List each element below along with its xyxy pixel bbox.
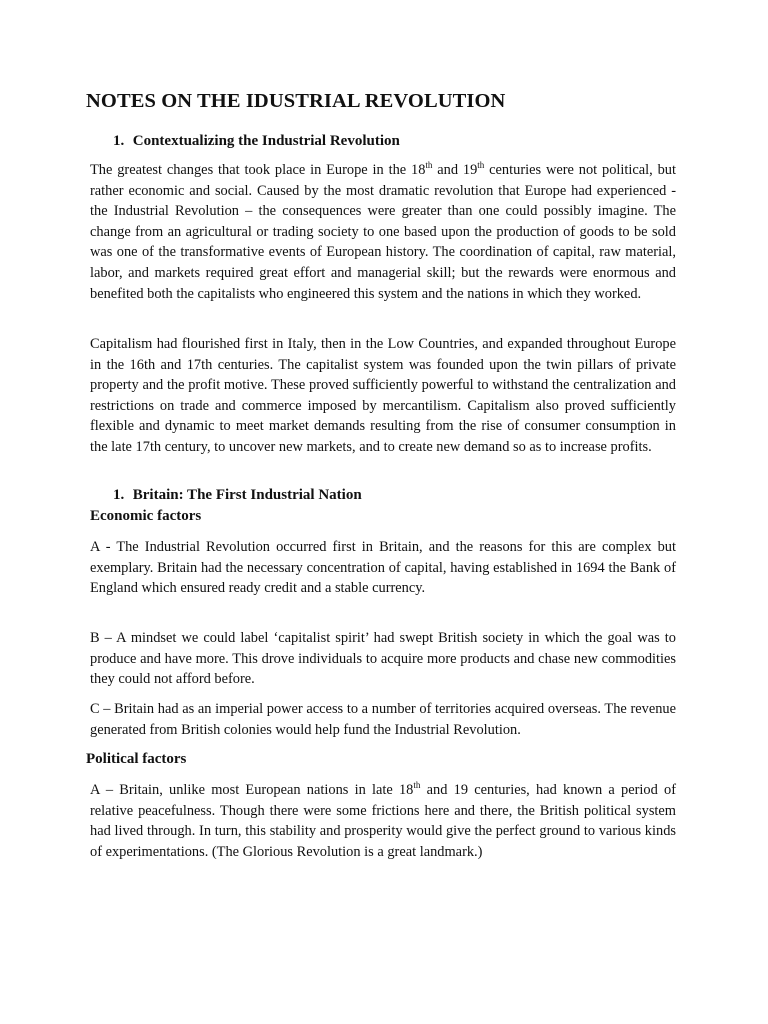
section-number: 1. <box>113 133 125 149</box>
subheading-political-factors: Political factors <box>86 751 187 767</box>
section-heading-text: Britain: The First Industrial Nation <box>132 487 362 503</box>
section-heading-text: Contextualizing the Industrial Revolution <box>132 133 400 149</box>
section-number: 1. <box>113 487 125 503</box>
section-heading-britain <box>113 487 362 504</box>
paragraph-political-a: A – Britain, unlike most European nations in late 18th and 19 centuries, had known a period of relative peacefulness. Though there were some frictions here and there, the British political system had lived through. In turn, this stability and prosperity would give the perfect ground to various kinds of experimentations. (The Glorious Revolution is a great landmark.) <box>90 780 676 860</box>
paragraph-greatest-changes: The greatest changes that took place in Europe in the 18th and 19th centuries were not political, but rather economic and social. Caused by the most dramatic revolution that Europe had experienced - the Industrial Revolution – the consequences were greater than one could possibly imagine. The change from an agricultural or trading society to one based upon the production of goods to be sold was one of the transformative events of European history. The coordination of capital, raw material, labor, and markets required great effort and managerial skill; but the rewards were enormous and benefited both the capitalists who engineered this system and the nations in which they worked. <box>90 160 676 302</box>
section-heading-contextualizing <box>113 133 400 150</box>
subheading-economic-factors: Economic factors <box>90 508 202 524</box>
paragraph-economic-a: A - The Industrial Revolution occurred first in Britain, and the reasons for this are complex but exemplary. Britain had the necessary concentration of capital, having established in 1694 the Bank of England which ensured ready credit and a stable currency. <box>90 539 676 597</box>
document-title: NOTES ON THE IDUSTRIAL REVOLUTION <box>86 90 506 112</box>
paragraph-capitalism: Capitalism had flourished first in Italy, then in the Low Countries, and expanded throughout Europe in the 16th and 17th centuries. The capitalist system was founded upon the twin pillars of private property and the profit motive. These proved sufficiently powerful to withstand the centralization and restrictions on trade and commerce imposed by mercantilism. Capitalism also proved sufficiently flexible and dynamic to meet market demands resulting from the rise of consumer consumption in the late 17th century, to uncover new markets, and to create new demand so as to increase profits. <box>90 336 676 455</box>
paragraph-economic-c: C – Britain had as an imperial power access to a number of territories acquired overseas. The revenue generated from British colonies would help fund the Industrial Revolution. <box>90 701 676 738</box>
paragraph-economic-b: B – A mindset we could label ‘capitalist spirit’ had swept British society in which the goal was to produce and have more. This drove individuals to acquire more products and chase new commodities they could not afford before. <box>90 630 676 688</box>
